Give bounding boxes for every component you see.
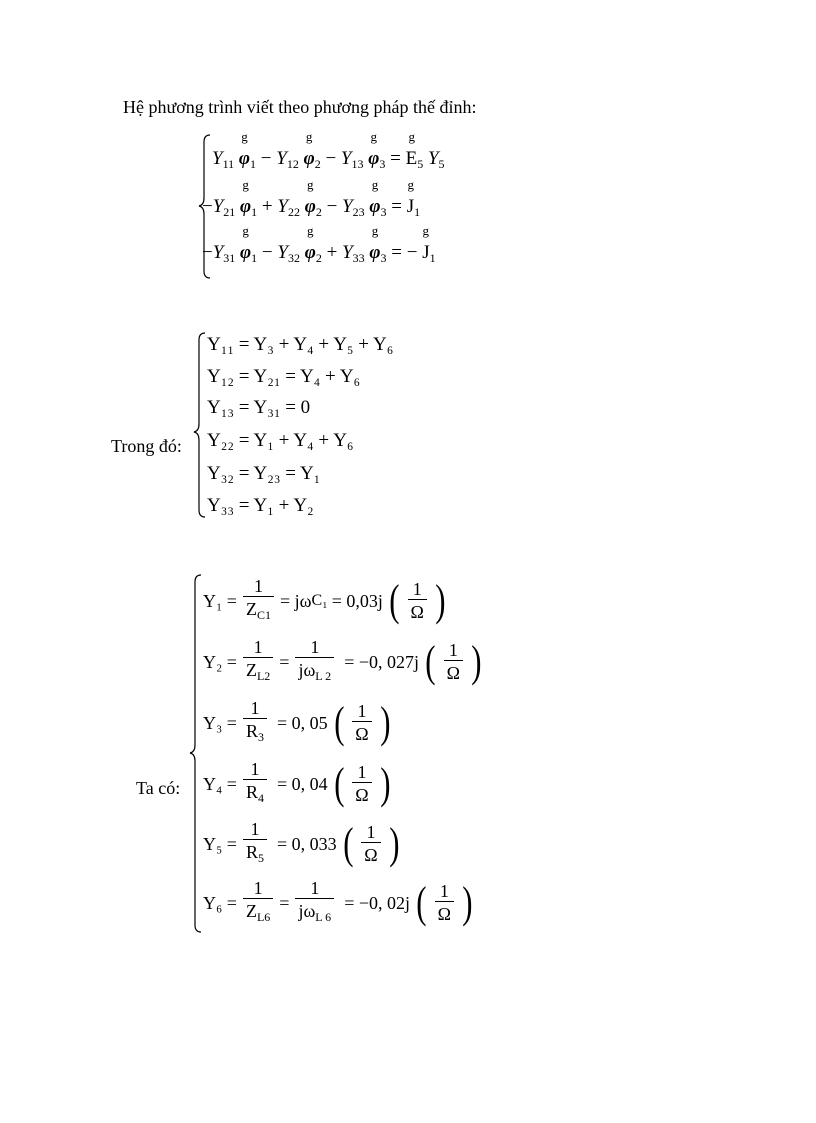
equation-row: $Y_{11}$ φ g $_1 - Y_{12}$ φ g $_2 - Y_{13}$ φ g $_3$ = E g $_5$ $Y_5$ [212,129,445,171]
equation-row: Y₃₂ = Y₂₃ = Y₁ [207,463,321,484]
equation-row: Y₁₂ = Y₂₁ = Y₄ + Y₆ [207,366,361,387]
equation-row: Y₂ = $\frac{1}{Z_{L2}}$ = $\frac{1}{j\omega_{L 2}}$ = −0, 027j ( $\frac{1}{\Omega}$ ) [203,637,482,686]
trong-do-label: Trong đó: [111,436,182,456]
equation-row: Y₁₁ = Y₃ + Y₄ + Y₅ + Y₆ [207,334,394,355]
equation-row: Y₁ = $\frac{1}{Z_{C1}}$ = jω C₁ = 0,03j ( $\frac{1}{\Omega}$ ) [203,576,446,625]
equation-row: Y₁₃ = Y₃₁ = 0 [207,397,311,418]
equation-row: Y₃ = $\frac{1}{R_3}$ = 0, 05 ( $\frac{1}{\Omega}$ ) [203,698,391,747]
equation-row: Y₂₂ = Y₁ + Y₄ + Y₆ [207,430,354,451]
equation-row: Y₄ = $\frac{1}{R_4}$ = 0, 04 ( $\frac{1}{\Omega}$ ) [203,759,391,808]
equation-row: Y₆ = $\frac{1}{Z_{L6}}$ = $\frac{1}{j\omega_{L 6}}$ = −0, 02j ( $\frac{1}{\Omega}$ ) [203,878,473,927]
equation-row: $-Y_{31}$ φ g $_1 - Y_{32}$ φ g $_2 + Y_{33}$ φ g $_3$ = − J g $_1$ [202,223,436,265]
equation-row: $-Y_{21}$ φ g $_1 + Y_{22}$ φ g $_2 - Y_{23}$ φ g $_3$ = J g $_1$ [202,177,421,219]
page-title: Hệ phương trình viết theo phương pháp thế đỉnh: [123,97,477,117]
equation-row: Y₅ = $\frac{1}{R_5}$ = 0, 033 ( $\frac{1}{\Omega}$ ) [203,819,400,868]
equation-row: Y₃₃ = Y₁ + Y₂ [207,495,314,516]
ta-co-label: Ta có: [136,778,181,798]
